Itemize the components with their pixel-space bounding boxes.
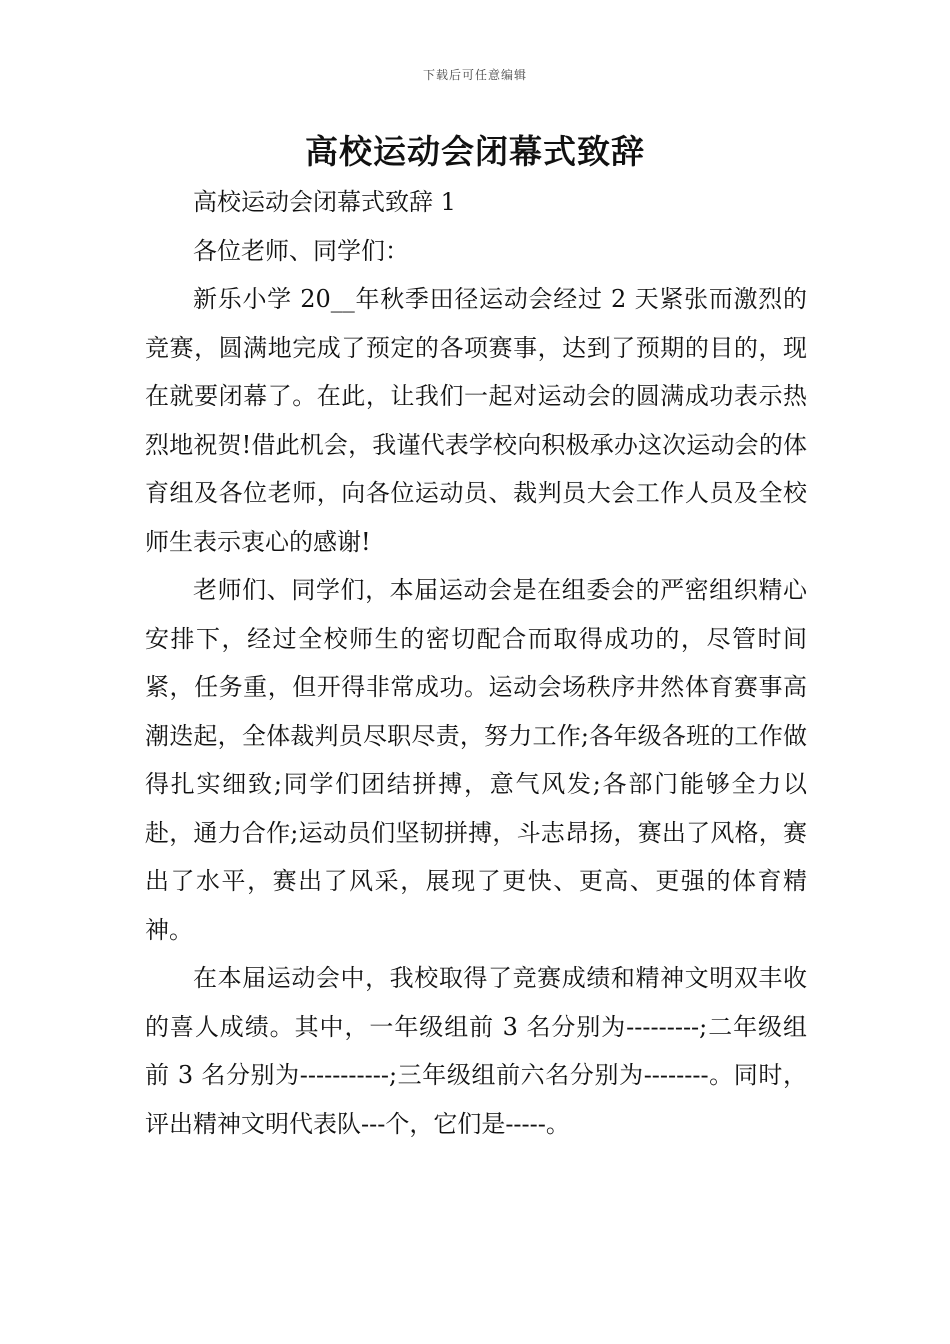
paragraph: 在本届运动会中，我校取得了竞赛成绩和精神文明双丰收的喜人成绩。其中，一年级组前 3 名分别为---------;二年级组前 3 名分别为-----------;三年级组前六名分别为--------。同时，评出精神文明代表队---个，它们是-----。 — [145, 964, 807, 1138]
paragraph: 老师们、同学们，本届运动会是在组委会的严密组织精心安排下，经过全校师生的密切配合而取得成功的，尽管时间紧，任务重，但开得非常成功。运动会场秩序井然体育赛事高潮迭起，全体裁判员尽职尽责，努力工作;各年级各班的工作做得扎实细致;同学们团结拼搏，意气风发;各部门能够全力以赴，通力合作;运动员们坚韧拼搏，斗志昂扬，赛出了风格，赛出了水平，赛出了风采，展现了更快、更高、更强的体育精神。 — [145, 576, 807, 944]
paragraph: 新乐小学 20__年秋季田径运动会经过 2 天紧张而激烈的竞赛，圆满地完成了预定的各项赛事，达到了预期的目的，现在就要闭幕了。在此，让我们一起对运动会的圆满成功表示热烈地祝贺!借此机会，我谨代表学校向积极承办这次运动会的体育组及各位老师，向各位运动员、裁判员大会工作人员及全校师生表示衷心的感谢! — [145, 285, 807, 556]
document-body — [145, 178, 807, 1148]
header-note: 下载后可任意编辑 — [422, 68, 527, 82]
salutation: 各位老师、同学们： — [193, 236, 409, 265]
document-subtitle: 高校运动会闭幕式致辞 1 — [193, 188, 456, 216]
document-title: 高校运动会闭幕式致辞 — [305, 132, 645, 171]
